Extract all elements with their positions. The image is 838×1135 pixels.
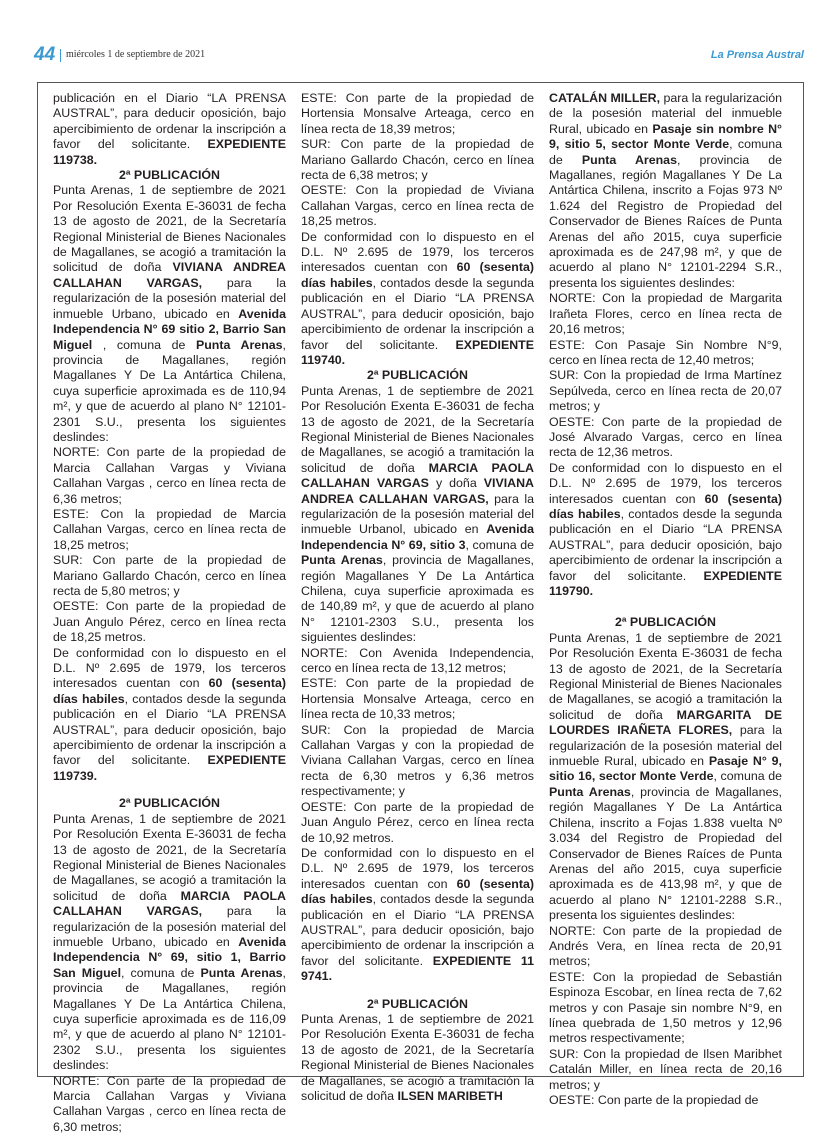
text-run: Punta Arenas, 1 de septiembre de 2021 Por Resolución Exenta E-36031 de fecha 13 de agosto de 2021, de la Secretaría Regional Ministerial de Bienes Nacionales de Magallanes, se acogió a tramitación la solicitud de doña	[53, 811, 286, 903]
text-run: OESTE: Con parte de la propiedad de	[549, 1093, 759, 1107]
text-run: OESTE: Con parte de la propiedad de Juan Angulo Pérez, cerco en línea recta de 18,25 metros.	[53, 599, 286, 645]
text-run: Punta Arenas, 1 de septiembre de 2021 Por Resolución Exenta E-36031 de fecha 13 de agosto de 2021, de la Secretaría Regional Ministerial de Bienes Nacionales de Magallanes, se acogió a tramitación la solicitud de doña	[53, 183, 286, 275]
text-run: ESTE: Con la propiedad de Sebastián Espinoza Escobar, en línea recta de 7,62 metros y con Pasaje sin nombre N°9, en línea quebrada de 1,50 metros y 12,96 metros respectivamente;	[549, 969, 782, 1046]
header-divider	[60, 49, 61, 62]
bold-text: 60 (sesenta) días habiles	[301, 876, 534, 907]
text-run: ESTE: Con parte de la propiedad de Hortensia Monsalve Arteaga, cerco en línea recta de 10,33 metros;	[301, 676, 534, 722]
bold-text: 60 (sesenta) días habiles	[301, 260, 534, 290]
text-run: Punta Arenas, 1 de septiembre de 2021 Por Resolución Exenta E-36031 de fecha 13 de agosto de 2021, de la Secretaría Regional Ministerial de Bienes Nacionales de Magallanes, se acogió a tramitación la solicitud de doña	[549, 630, 782, 722]
section-heading: 2ª PUBLICACIÓN	[119, 168, 220, 183]
text-run: para la regularización de la posesión material del inmueble Urbano, ubicado en	[53, 904, 286, 949]
text-run: , provincia de Magallanes, región Magallanes Y De La Antártica Chilena, inscrito a Fojas 973 Nº 1.624 del Registro de Propiedad del Conservador de Bienes Raíces de Punta Arenas del año 2015, cuya superficie aproximada es de 247,98 m², y que de acuerdo al plano N° 12101-2294 S.R., presenta los siguientes deslindes:	[549, 152, 782, 290]
bold-text: Avenida Independencia N° 69, sitio 3	[301, 522, 534, 552]
text-run: De conformidad con lo dispuesto en el D.L. Nº 2.695 de 1979, los terceros interesados cuentan con	[301, 229, 534, 275]
notice-paragraph	[53, 183, 286, 445]
notice-paragraph	[53, 646, 286, 785]
newspaper-brand: La Prensa Austral	[710, 49, 804, 61]
text-run: , contados desde la segunda publicación en el Diario “LA PRENSA AUSTRAL”, para deducir oposición, bajo apercibimiento de ordenar la inscripción a favor del solicitante.	[53, 691, 286, 768]
text-run: NORTE: Con parte de la propiedad de Marcia Callahan Vargas y Viviana Callahan Vargas , cerco en línea recta de 6,36 metros;	[53, 445, 286, 506]
text-run: , comuna de	[465, 537, 534, 552]
text-run: , comuna de	[549, 137, 782, 167]
notice-paragraph	[301, 91, 534, 137]
notice-paragraph	[301, 800, 534, 846]
bold-text: VIVIANA ANDREA CALLAHAN VARGAS,	[301, 476, 534, 506]
bold-text: MARCIA PAOLA CALLAHAN VARGAS	[301, 460, 534, 491]
notice-paragraph	[53, 812, 286, 1074]
bold-text: VIVIANA ANDREA CALLAHAN VARGAS,	[53, 260, 286, 290]
text-run: , comuna de	[92, 337, 196, 352]
notice-paragraph	[549, 924, 782, 970]
text-run: , provincia de Magallanes, región Magallanes Y De La Antártica Chilena, cuya superficie aproximada es de 110,94 m², y que de acuerdo al plano N° 12101-2301 S.U., presenta los siguientes deslindes:	[53, 337, 286, 444]
bold-text: EXPEDIENTE 119790.	[549, 568, 782, 598]
notice-paragraph	[301, 384, 534, 646]
text-run: , provincia de Magallanes, región Magallanes Y De La Antártica Chilena, inscrito a Fojas 1.838 vuelta Nº 3.034 del Registro de Propiedad del Conservador de Bienes Raíces de Punta Arenas del año 2015, cuya superficie aproximada es de 413,98 m², y que de acuerdo al plano N° 12101-2288 S.R., presenta los siguientes deslindes:	[549, 784, 782, 923]
page-number: 44	[34, 44, 56, 65]
bold-text: Pasaje N° 9, sitio 16, sector Monte Verde	[549, 754, 782, 784]
page-header	[34, 44, 804, 65]
bold-text: Avenida Independencia N° 69, sitio 1, Barrio San Miguel	[53, 934, 286, 980]
text-run: De conformidad con lo dispuesto en el D.L. Nº 2.695 de 1979, los terceros interesados cuentan con	[53, 645, 286, 691]
notice-paragraph	[549, 291, 782, 337]
notice-paragraph	[301, 183, 534, 229]
text-run: NORTE: Con parte de la propiedad de Andrés Vera, en línea recta de 20,91 metros;	[549, 923, 782, 969]
bold-text: Punta Arenas	[301, 553, 383, 568]
text-column-2	[301, 91, 534, 1104]
text-run: ESTE: Con parte de la propiedad de Hortensia Monsalve Arteaga, cerco en línea recta de 18,39 metros;	[301, 91, 534, 136]
notice-paragraph	[301, 676, 534, 722]
text-run: De conformidad con lo dispuesto en el D.L. Nº 2.695 de 1979, los terceros interesados cuentan con	[301, 845, 534, 891]
bold-text: EXPEDIENTE 11 9741.	[301, 953, 534, 984]
bold-text: Punta Arenas	[581, 152, 677, 167]
notice-paragraph	[549, 1093, 782, 1108]
notice-paragraph	[301, 646, 534, 677]
text-run: , comuna de	[121, 965, 201, 980]
spacer	[301, 985, 534, 997]
text-run: , contados desde la segunda publicación en el Diario “LA PRENSA AUSTRAL”, para deducir oposición, bajo apercibimiento de ordenar la inscripción a favor del solicitante.	[301, 275, 534, 352]
text-run: OESTE: Con parte de la propiedad de José Alvarado Vargas, cerco en línea recta de 12,36 metros.	[549, 414, 782, 460]
text-run: , comuna de	[713, 769, 782, 784]
notice-paragraph	[549, 970, 782, 1047]
text-run: para la regularización de la posesión material del inmueble Urbano, ubicado en	[53, 275, 286, 321]
bold-text: ILSEN MARIBETH	[397, 1089, 503, 1103]
notice-paragraph	[549, 338, 782, 369]
text-run: OESTE: Con la propiedad de Viviana Callahan Vargas, cerco en línea recta de 18,25 metros.	[301, 183, 534, 229]
text-run: para la regularización de la posesión material del inmueble Urbanol, ubicado en	[301, 491, 534, 537]
text-run: OESTE: Con parte de la propiedad de Juan Angulo Pérez, cerco en línea recta de 10,92 metros.	[301, 799, 534, 845]
text-run: para la regularización de la posesión material del inmueble Rural, ubicado en	[549, 91, 782, 136]
text-run: ESTE: Con la propiedad de Marcia Callahan Vargas, cerco en línea recta de 18,25 metros;	[53, 506, 286, 552]
text-run: , contados desde la segunda publicación en el Diario “LA PRENSA AUSTRAL”, para deducir oposición, bajo apercibimiento de ordenar la inscripción a favor del solicitante.	[301, 892, 534, 968]
text-column-3	[549, 91, 782, 1108]
notice-paragraph	[53, 553, 286, 599]
text-run: , provincia de Magallanes, región Magallanes Y De La Antártica Chilena, cuya superficie aproximada es de 140,89 m², y que de acuerdo al plano N° 12101-2303 S.U., presenta los siguientes deslindes:	[301, 553, 534, 645]
bold-text: EXPEDIENTE 119739.	[53, 753, 286, 783]
bold-text: Pasaje sin nombre N° 9, sitio 5, sector Monte Verde	[549, 121, 782, 152]
notice-paragraph	[549, 415, 782, 461]
text-run: De conformidad con lo dispuesto en el D.L. Nº 2.695 de 1979, los terceros interesados cuentan con	[549, 460, 782, 506]
notice-paragraph	[301, 846, 534, 985]
spacer	[53, 784, 286, 796]
notice-paragraph	[301, 1012, 534, 1104]
notice-paragraph	[549, 91, 782, 291]
notice-paragraph	[53, 1074, 286, 1135]
section-heading: 2ª PUBLICACIÓN	[367, 996, 468, 1011]
bold-text: MARCIA PAOLA CALLAHAN VARGAS,	[53, 888, 286, 919]
text-run: publicación en el Diario “LA PRENSA AUSTRAL”, para deducir oposición, bajo apercibimiento de ordenar la inscripción a favor del solicitante.	[53, 91, 286, 152]
bold-text: Punta Arenas	[195, 337, 283, 352]
notice-paragraph	[549, 631, 782, 924]
text-run: NORTE: Con Avenida Independencia, cerco en línea recta de 13,12 metros;	[301, 645, 534, 676]
notice-paragraph	[301, 230, 534, 369]
bold-text: MARGARITA DE LOURDES IRAÑETA FLORES,	[549, 707, 782, 738]
notice-paragraph	[549, 461, 782, 600]
text-run: NORTE: Con la propiedad de Margarita Irañeta Flores, cerco en línea recta de 20,16 metros;	[549, 291, 782, 337]
legal-notices-frame	[37, 82, 804, 1134]
text-run: SUR: Con parte de la propiedad de Mariano Gallardo Chacón, cerco en línea recta de 5,80 metros; y	[53, 553, 286, 598]
notice-paragraph	[53, 507, 286, 553]
text-run: y doña	[428, 476, 484, 491]
notice-paragraph	[53, 91, 286, 168]
section-heading: 2ª PUBLICACIÓN	[119, 796, 220, 811]
bold-text: Avenida Independencia N° 69 sitio 2, Barrio San Miguel	[53, 306, 286, 352]
notice-paragraph	[53, 599, 286, 645]
bold-text: Punta Arenas	[549, 784, 631, 799]
notice-paragraph	[549, 1047, 782, 1093]
bold-text: 60 (sesenta) días habiles	[549, 491, 782, 521]
notice-paragraph	[549, 368, 782, 414]
notice-paragraph	[301, 723, 534, 800]
text-run: SUR: Con la propiedad de Marcia Callahan Vargas y con la propiedad de Viviana Callahan Vargas, cerco en línea recta de 6,30 metros y 6,36 metros respectivamente; y	[301, 722, 534, 799]
text-run: Punta Arenas, 1 de septiembre de 2021 Por Resolución Exenta E-36031 de fecha 13 de agosto de 2021, de la Secretaría Regional Ministerial de Bienes Nacionales de Magallanes, se acogió a tramitación la solicitud de doña	[301, 383, 534, 475]
text-run: ESTE: Con Pasaje Sin Nombre N°9, cerco en línea recta de 12,40 metros;	[549, 337, 782, 367]
bold-text: EXPEDIENTE 119738.	[53, 137, 286, 167]
text-run: SUR: Con la propiedad de Ilsen Maribhet Catalán Miller, en línea recta de 20,16 metros; y	[549, 1046, 782, 1092]
bold-text: EXPEDIENTE 119740.	[301, 337, 534, 367]
notice-paragraph	[53, 445, 286, 507]
text-run: , provincia de Magallanes, región Magallanes Y De La Antártica Chilena, cuya superficie aproximada es de 116,09 m², y que de acuerdo al plano N° 12101-2302 S.U., presenta los siguientes deslindes:	[53, 965, 286, 1073]
text-run: para la regularización de la posesión material del inmueble Rural, ubicado en	[549, 723, 782, 769]
bold-text: CATALÁN MILLER,	[549, 91, 661, 105]
text-run: SUR: Con la propiedad de Irma Martínez Sepúlveda, cerco en línea recta de 20,07 metros; y	[549, 368, 782, 414]
section-heading: 2ª PUBLICACIÓN	[615, 615, 716, 630]
text-run: Punta Arenas, 1 de septiembre de 2021 Por Resolución Exenta E-36031 de fecha 13 de agosto de 2021, de la Secretaría Regional Ministerial de Bienes Nacionales de Magallanes, se acogió a tramitación la solicitud de doña	[301, 1011, 534, 1103]
section-heading: 2ª PUBLICACIÓN	[367, 368, 468, 383]
bold-text: 60 (sesenta) días habiles	[53, 676, 286, 706]
text-run: SUR: Con parte de la propiedad de Mariano Gallardo Chacón, cerco en línea recta de 6,38 metros; y	[301, 137, 534, 183]
text-run: , contados desde la segunda publicación en el Diario “LA PRENSA AUSTRAL”, para deducir oposición, bajo apercibimiento de ordenar la inscripción a favor del solicitante.	[549, 506, 782, 583]
bold-text: Punta Arenas	[200, 965, 283, 980]
issue-date: miércoles 1 de septiembre de 2021	[66, 49, 206, 60]
text-column-1	[53, 91, 286, 1135]
notice-paragraph	[301, 137, 534, 183]
text-run: NORTE: Con parte de la propiedad de Marcia Callahan Vargas y Viviana Callahan Vargas , cerco en línea recta de 6,30 metros;	[53, 1073, 286, 1134]
spacer	[549, 599, 782, 615]
